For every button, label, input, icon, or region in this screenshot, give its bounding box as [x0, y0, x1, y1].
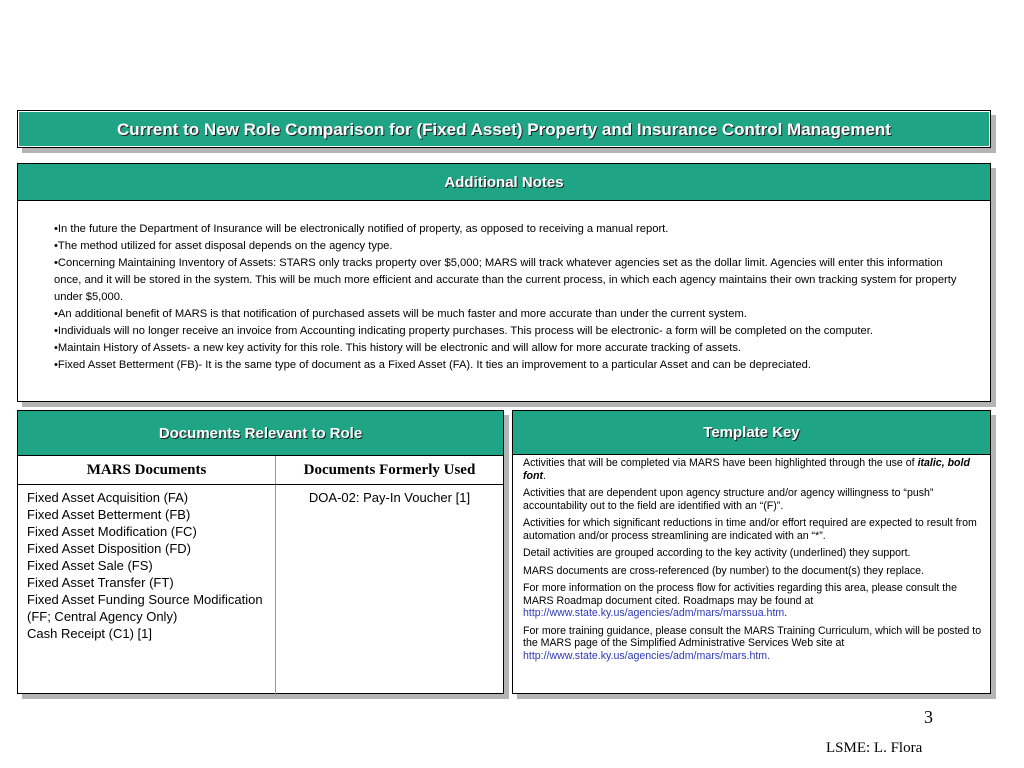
key-paragraph	[523, 582, 982, 620]
title-banner	[17, 110, 991, 148]
key-text: .	[784, 607, 788, 619]
note-item: •Maintain History of Assets- a new key activity for this role. This history will be electronic and will allow for more accurate tracking of assets.	[54, 342, 742, 354]
template-key-body	[513, 455, 990, 662]
table-header-row	[18, 456, 503, 485]
documents-table	[18, 456, 503, 696]
mars-document: Fixed Asset Betterment (FB)	[27, 507, 191, 522]
key-emphasis: italic, bold font	[523, 457, 970, 482]
key-text: .	[543, 469, 546, 482]
mars-documents-cell	[18, 485, 276, 697]
key-paragraph	[523, 625, 982, 663]
additional-notes-panel	[17, 163, 991, 402]
key-paragraph: MARS documents are cross-referenced (by number) to the document(s) they replace.	[523, 564, 924, 577]
key-paragraph: Detail activities are grouped according to the key activity (underlined) they support.	[523, 547, 911, 559]
former-document: DOA-02: Pay-In Voucher [1]	[308, 490, 471, 505]
key-text: Activities that will be completed via MARS have been highlighted through the use of	[523, 457, 918, 469]
note-item: •An additional benefit of MARS is that notification of purchased assets will be much faster and more accurate than under the current system.	[54, 308, 747, 320]
documents-heading: Documents Relevant to Role	[18, 411, 503, 456]
formerly-used-cell	[276, 485, 504, 697]
notes-list	[18, 201, 990, 374]
note-item: •Fixed Asset Betterment (FB)- It is the same type of document as a Fixed Asset (FA). It ties an improvement to a particular Asset and can be depreciated.	[54, 359, 811, 371]
notes-heading: Additional Notes	[18, 164, 990, 201]
key-paragraph: Activities for which significant reductions in time and/or effort required are expected to result from automation and/or process streamlining are indicated with an “*”.	[523, 517, 977, 542]
mars-document: Fixed Asset Transfer (FT)	[27, 575, 174, 590]
key-paragraph	[523, 457, 982, 482]
note-item: •In the future the Department of Insurance will be electronically notified of property, as opposed to receiving a manual report.	[54, 223, 669, 235]
page-number: 3	[924, 707, 933, 727]
slide-title: Current to New Role Comparison for (Fixed Asset) Property and Insurance Control Management	[18, 111, 990, 147]
roadmap-link[interactable]: http://www.state.ky.us/agencies/adm/mars/marssua.htm	[523, 607, 785, 619]
formerly-used-header: Documents Formerly Used	[276, 456, 504, 485]
mars-document: Fixed Asset Funding Source Modification (FF; Central Agency Only)	[27, 592, 263, 624]
mars-document: Fixed Asset Modification (FC)	[27, 524, 197, 539]
key-text: For more information on the process flow for activities regarding this area, please consult the MARS Roadmap document cited. Roadmaps may be found at	[523, 582, 957, 607]
mars-documents-header: MARS Documents	[18, 456, 276, 485]
documents-panel	[17, 410, 504, 694]
mars-document: Fixed Asset Disposition (FD)	[27, 541, 191, 556]
mars-document: Cash Receipt (C1) [1]	[27, 626, 152, 641]
note-item: •Concerning Maintaining Inventory of Assets: STARS only tracks property over $5,000; MARS will track whatever agencies set as the dollar limit. Agencies will enter this information once, and it will be stored in the system. This will be much more efficient and accurate than the current process, in which each agency maintains their own tracking system for property under $5,000.	[54, 257, 957, 303]
key-paragraph: Activities that are dependent upon agency structure and/or agency willingness to “push” accountability out to the field are identified with an “(F)”.	[523, 487, 934, 512]
note-item: •The method utilized for asset disposal depends on the agency type.	[54, 240, 393, 252]
mars-document: Fixed Asset Sale (FS)	[27, 558, 153, 573]
mars-document: Fixed Asset Acquisition (FA)	[27, 490, 189, 505]
template-key-heading: Template Key	[513, 411, 990, 455]
key-text: For more training guidance, please consult the MARS Training Curriculum, which will be posted to the MARS page of the Simplified Administrative Services Web site at	[523, 624, 982, 649]
table-row	[18, 485, 503, 697]
note-item: •Individuals will no longer receive an invoice from Accounting indicating property purchases. This process will be electronic- a form will be completed on the computer.	[54, 325, 873, 337]
footer-author: LSME: L. Flora	[826, 740, 923, 756]
mars-page-link[interactable]: http://www.state.ky.us/agencies/adm/mars/mars.htm.	[523, 649, 771, 662]
template-key-panel	[512, 410, 991, 694]
